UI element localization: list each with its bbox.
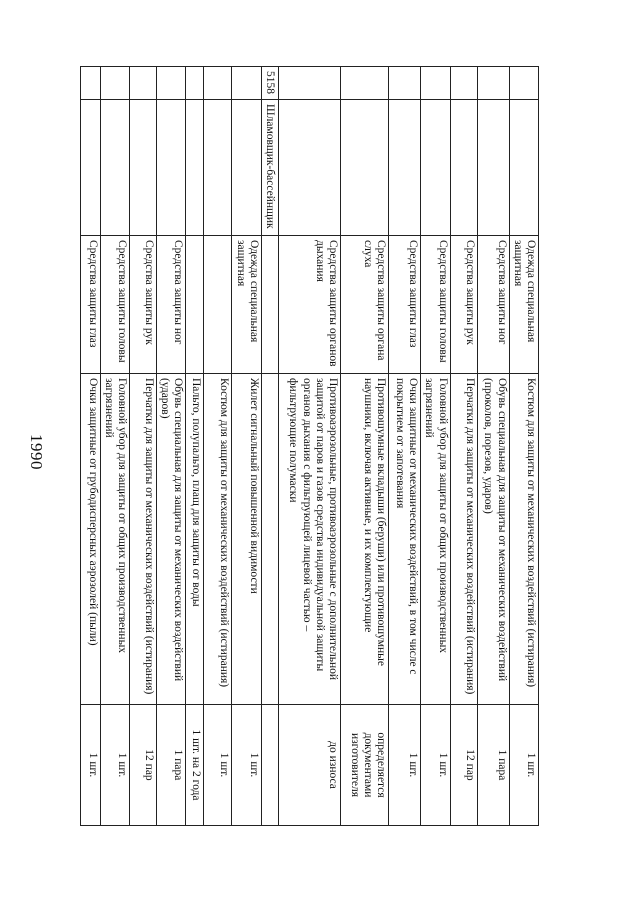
code-cell bbox=[232, 67, 261, 100]
code-cell bbox=[389, 67, 421, 100]
table-row bbox=[341, 67, 389, 826]
category-cell: Средства защиты ног bbox=[157, 236, 186, 374]
table-row bbox=[509, 67, 538, 826]
norm-cell: 12 пар bbox=[450, 705, 477, 826]
norm-cell: до износа bbox=[279, 705, 341, 826]
table-row bbox=[450, 67, 477, 826]
profession-cell bbox=[100, 100, 129, 236]
norm-cell: определяется документами изготовителя bbox=[341, 705, 389, 826]
category-cell: Средства защиты ног bbox=[477, 236, 509, 374]
table-row bbox=[477, 67, 509, 826]
table-row bbox=[279, 67, 341, 826]
profession-cell bbox=[509, 100, 538, 236]
code-cell bbox=[421, 67, 450, 100]
item-cell: Головной убор для защиты от общих производственных загрязнений bbox=[421, 374, 450, 705]
code-cell bbox=[477, 67, 509, 100]
norm-cell: 1 шт. bbox=[389, 705, 421, 826]
item-cell: Очки защитные от грубодисперсных аэрозолей (пыли) bbox=[80, 374, 100, 705]
code-cell bbox=[341, 67, 389, 100]
code-cell bbox=[509, 67, 538, 100]
category-cell: Средства защиты рук bbox=[130, 236, 157, 374]
norm-cell: 1 шт. bbox=[509, 705, 538, 826]
item-cell: Костюм для защиты от механических воздействий (истирания) bbox=[204, 374, 232, 705]
item-cell: Головной убор для защиты от общих производственных загрязнений bbox=[100, 374, 129, 705]
item-cell: Очки защитные от механических воздействий, в том числе с покрытием от запотевания bbox=[389, 374, 421, 705]
table-row bbox=[389, 67, 421, 826]
category-cell: Одежда специальная защитная bbox=[232, 236, 261, 374]
table-viewport bbox=[86, 66, 539, 825]
profession-cell bbox=[232, 100, 261, 236]
category-cell: Средства защиты органа слуха bbox=[341, 236, 389, 374]
item-cell: Противоаэрозольные, противоаэрозольные с дополнительной защитой от паров и газов средства индивидуальной защиты органов дыхания с фильтрующей лицевой частью – фильтрующие полумаски bbox=[279, 374, 341, 705]
profession-cell bbox=[389, 100, 421, 236]
item-cell: Противошумные вкладыши (беруши) или противошумные наушники, включая активные, и их комплектующие bbox=[341, 374, 389, 705]
category-cell: Средства защиты глаз bbox=[80, 236, 100, 374]
code-cell bbox=[157, 67, 186, 100]
table-row bbox=[261, 67, 278, 826]
norm-cell: 12 пар bbox=[130, 705, 157, 826]
profession-cell bbox=[204, 100, 232, 236]
norm-cell: 1 пара bbox=[157, 705, 186, 826]
profession-cell bbox=[279, 100, 341, 236]
profession-cell bbox=[157, 100, 186, 236]
code-cell bbox=[100, 67, 129, 100]
code-cell bbox=[450, 67, 477, 100]
table-row bbox=[421, 67, 450, 826]
category-cell: Средства защиты головы bbox=[421, 236, 450, 374]
norm-cell: 1 шт. bbox=[80, 705, 100, 826]
item-cell: Пальто, полупальто, плащ для защиты от воды bbox=[186, 374, 204, 705]
item-cell: Обувь специальная для защиты от механических воздействий (ударов) bbox=[157, 374, 186, 705]
norm-cell: 1 шт. на 2 года bbox=[186, 705, 204, 826]
item-cell: Перчатки для защиты от механических воздействий (истирания) bbox=[450, 374, 477, 705]
category-cell: Средства защиты глаз bbox=[389, 236, 421, 374]
category-cell: Средства защиты органов дыхания bbox=[279, 236, 341, 374]
category-cell bbox=[261, 236, 278, 374]
profession-cell bbox=[186, 100, 204, 236]
profession-cell bbox=[450, 100, 477, 236]
item-cell: Перчатки для защиты от механических воздействий (истирания) bbox=[130, 374, 157, 705]
page-number: 1990 bbox=[27, 434, 46, 470]
item-cell: Обувь специальная для защиты от механических воздействий (проколов, порезов, ударов) bbox=[477, 374, 509, 705]
profession-cell bbox=[130, 100, 157, 236]
table-row bbox=[232, 67, 261, 826]
category-cell: Одежда специальная защитная bbox=[509, 236, 538, 374]
code-cell bbox=[279, 67, 341, 100]
table-row bbox=[204, 67, 232, 826]
code-cell bbox=[186, 67, 204, 100]
code-cell bbox=[80, 67, 100, 100]
code-cell: 5158 bbox=[261, 67, 278, 100]
table-row bbox=[100, 67, 129, 826]
norm-cell: 1 пара bbox=[477, 705, 509, 826]
table-row bbox=[186, 67, 204, 826]
norm-cell: 1 шт. bbox=[204, 705, 232, 826]
category-cell: Средства защиты головы bbox=[100, 236, 129, 374]
ppe-norms-table bbox=[80, 66, 539, 826]
profession-cell bbox=[421, 100, 450, 236]
norm-cell bbox=[261, 705, 278, 826]
table-row bbox=[157, 67, 186, 826]
profession-cell bbox=[477, 100, 509, 236]
norm-cell: 1 шт. bbox=[232, 705, 261, 826]
item-cell: Жилет сигнальный повышенной видимости bbox=[232, 374, 261, 705]
category-cell bbox=[186, 236, 204, 374]
profession-cell bbox=[80, 100, 100, 236]
norm-cell: 1 шт. bbox=[100, 705, 129, 826]
table-row bbox=[80, 67, 100, 826]
item-cell bbox=[261, 374, 278, 705]
code-cell bbox=[130, 67, 157, 100]
norm-cell: 1 шт. bbox=[421, 705, 450, 826]
item-cell: Костюм для защиты от механических воздействий (истирания) bbox=[509, 374, 538, 705]
code-cell bbox=[204, 67, 232, 100]
category-cell: Средства защиты рук bbox=[450, 236, 477, 374]
category-cell bbox=[204, 236, 232, 374]
profession-cell bbox=[341, 100, 389, 236]
table-row bbox=[130, 67, 157, 826]
profession-cell: Шламовщик-бассейнщик bbox=[261, 100, 278, 236]
